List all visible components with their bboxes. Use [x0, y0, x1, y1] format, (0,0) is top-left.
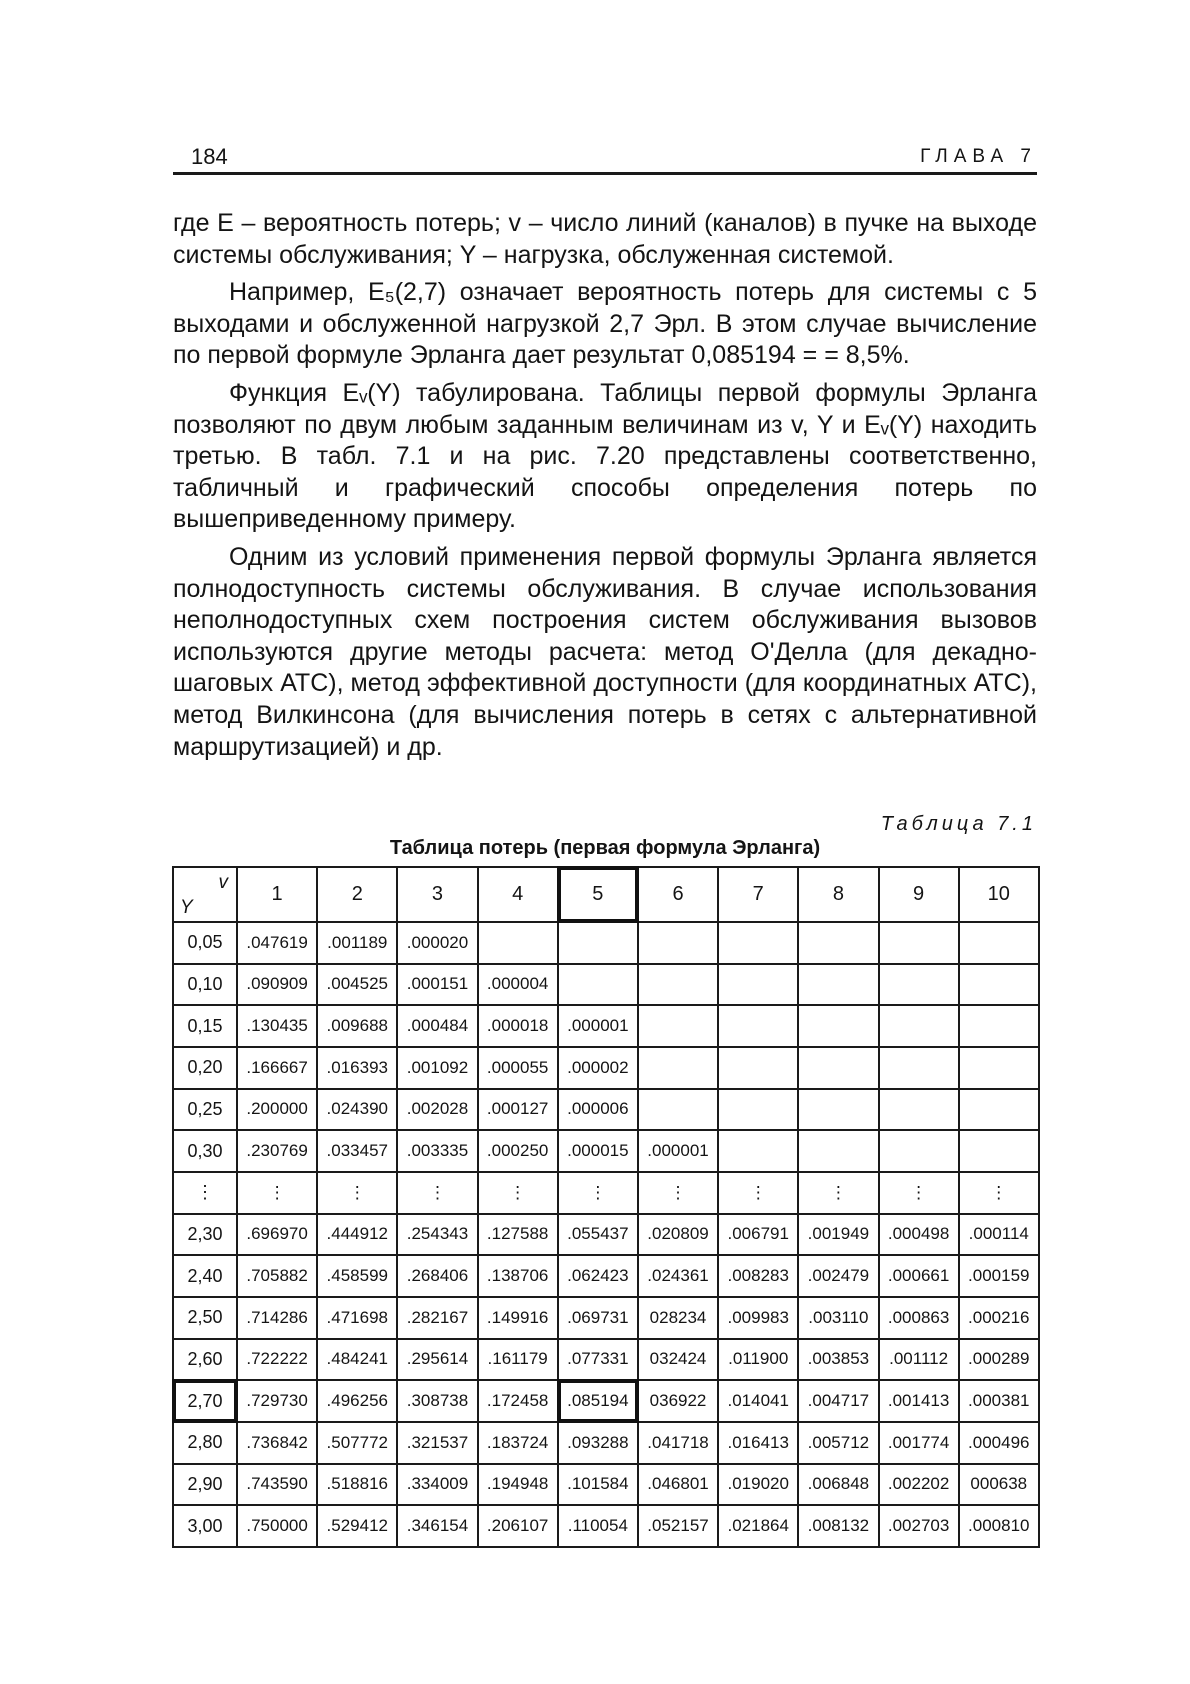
- table-cell: .101584: [558, 1464, 638, 1506]
- table-cell: 000638: [959, 1464, 1039, 1506]
- table-cell: .046801: [638, 1464, 718, 1506]
- table-cell: .110054: [558, 1505, 638, 1547]
- table-cell: .062423: [558, 1255, 638, 1297]
- table-cell: .736842: [237, 1422, 317, 1464]
- table-cell: .005712: [798, 1422, 878, 1464]
- row-header-y: 2,70: [173, 1380, 237, 1422]
- paragraph: Одним из условий применения первой формулы Эрланга является полнодоступность системы обслуживания. В случае использования неполнодоступных схем построения систем обслуживания вызовов используются другие методы расчета: метод О'Делла (для декадно-шаговых АТС), метод эффективной доступности (для координатных АТС), метод Вилкинсона (для вычисления потерь в сетях с альтернативной маршрутизацией) и др.: [173, 542, 1037, 761]
- row-header-y: 2,60: [173, 1339, 237, 1381]
- column-header: 8: [798, 867, 878, 922]
- table-cell: .009983: [718, 1297, 798, 1339]
- table-cell: .021864: [718, 1505, 798, 1547]
- table-cell: [718, 1089, 798, 1131]
- table-cell: .000863: [879, 1297, 959, 1339]
- table-cell: .003335: [397, 1130, 477, 1172]
- table-cell: [959, 922, 1039, 964]
- table-row: [173, 1297, 1039, 1339]
- table-row: [173, 1130, 1039, 1172]
- table-cell: .024390: [317, 1089, 397, 1131]
- table-cell: .743590: [237, 1464, 317, 1506]
- table-cell: .008132: [798, 1505, 878, 1547]
- column-header: 6: [638, 867, 718, 922]
- table-cell: .002028: [397, 1089, 477, 1131]
- table-cell: [718, 922, 798, 964]
- table-cell: ⋮: [558, 1172, 638, 1214]
- table-cell: .001112: [879, 1339, 959, 1381]
- table-cell: .149916: [478, 1297, 558, 1339]
- row-header-y: 0,20: [173, 1047, 237, 1089]
- table-cell: .000015: [558, 1130, 638, 1172]
- table-cell: .006791: [718, 1214, 798, 1256]
- table-cell: .001949: [798, 1214, 878, 1256]
- table-cell: .268406: [397, 1255, 477, 1297]
- table-cell: .000018: [478, 1005, 558, 1047]
- table-cell: ⋮: [798, 1172, 878, 1214]
- table-cell: [558, 964, 638, 1006]
- table-row: [173, 1255, 1039, 1297]
- table-cell: [959, 1130, 1039, 1172]
- table-cell: [718, 1130, 798, 1172]
- table-cell: .444912: [317, 1214, 397, 1256]
- table-cell: .000159: [959, 1255, 1039, 1297]
- table-cell: ⋮: [397, 1172, 477, 1214]
- table-cell: .714286: [237, 1297, 317, 1339]
- table-cell: .000127: [478, 1089, 558, 1131]
- row-header-y: 2,90: [173, 1464, 237, 1506]
- row-header-y: 0,25: [173, 1089, 237, 1131]
- table-cell: [798, 1047, 878, 1089]
- table-cell: 036922: [638, 1380, 718, 1422]
- table-cell: .003110: [798, 1297, 878, 1339]
- table-cell: .750000: [237, 1505, 317, 1547]
- table-cell: ⋮: [638, 1172, 718, 1214]
- table-cell: .696970: [237, 1214, 317, 1256]
- table-cell: .000004: [478, 964, 558, 1006]
- table-cell: .194948: [478, 1464, 558, 1506]
- table-cell: [638, 1047, 718, 1089]
- table-row: [173, 1005, 1039, 1047]
- table-cell: [558, 922, 638, 964]
- table-row: [173, 1214, 1039, 1256]
- table-title: Таблица потерь (первая формула Эрланга): [389, 837, 821, 859]
- table-cell: [959, 964, 1039, 1006]
- table-cell: .001774: [879, 1422, 959, 1464]
- table-cell: .000496: [959, 1422, 1039, 1464]
- table-cell: .016413: [718, 1422, 798, 1464]
- table-cell: .172458: [478, 1380, 558, 1422]
- table-cell: [879, 1047, 959, 1089]
- table-cell: .000114: [959, 1214, 1039, 1256]
- table-cell: .011900: [718, 1339, 798, 1381]
- table-cell: .002479: [798, 1255, 878, 1297]
- table-cell: .206107: [478, 1505, 558, 1547]
- table-cell: [718, 964, 798, 1006]
- row-header-y: 0,10: [173, 964, 237, 1006]
- column-header: 9: [879, 867, 959, 922]
- table-cell: .130435: [237, 1005, 317, 1047]
- table-cell: [879, 1130, 959, 1172]
- table-cell: .001189: [317, 922, 397, 964]
- row-header-y: 2,30: [173, 1214, 237, 1256]
- row-header-y: ⋮: [173, 1172, 237, 1214]
- table-cell: .000381: [959, 1380, 1039, 1422]
- table-cell: .004717: [798, 1380, 878, 1422]
- table-cell: 028234: [638, 1297, 718, 1339]
- table-cell: .008283: [718, 1255, 798, 1297]
- table-cell: [798, 964, 878, 1006]
- column-header: 1: [237, 867, 317, 922]
- table-cell: [879, 1005, 959, 1047]
- table-row: [173, 1380, 1039, 1422]
- table-cell: [959, 1005, 1039, 1047]
- table-row: [173, 964, 1039, 1006]
- paragraph: Функция Eᵥ(Y) табулирована. Таблицы первой формулы Эрланга позволяют по двум любым заданным величинам из v, Y и Eᵥ(Y) находить третью. В табл. 7.1 и на рис. 7.20 представлены соответственно, табличный и графический способы определения потерь по вышеприведенному примеру.: [173, 378, 1037, 534]
- table-cell: .282167: [397, 1297, 477, 1339]
- column-header: 5: [558, 867, 638, 922]
- table-cell: [959, 1089, 1039, 1131]
- table-cell: .321537: [397, 1422, 477, 1464]
- table-row: [173, 1089, 1039, 1131]
- table-cell: .000001: [558, 1005, 638, 1047]
- erlang-loss-table: [172, 866, 1040, 1548]
- table-cell: .090909: [237, 964, 317, 1006]
- table-cell: .200000: [237, 1089, 317, 1131]
- paragraph: где E – вероятность потерь; v – число линий (каналов) в пучке на выходе системы обслуживания; Y – нагрузка, обслуженная системой.: [173, 209, 1037, 269]
- table-cell: .000216: [959, 1297, 1039, 1339]
- row-header-y: 2,50: [173, 1297, 237, 1339]
- table-cell: .507772: [317, 1422, 397, 1464]
- table-cell: 032424: [638, 1339, 718, 1381]
- table-cell: .230769: [237, 1130, 317, 1172]
- row-header-y: 0,05: [173, 922, 237, 964]
- table-cell: .003853: [798, 1339, 878, 1381]
- table-header-row: [173, 867, 1039, 922]
- table-cell: .138706: [478, 1255, 558, 1297]
- table-cell: .047619: [237, 922, 317, 964]
- table-cell: .001413: [879, 1380, 959, 1422]
- table-cell: .085194: [558, 1380, 638, 1422]
- table-row: [173, 1172, 1039, 1214]
- table-cell: ⋮: [317, 1172, 397, 1214]
- table-cell: ⋮: [959, 1172, 1039, 1214]
- table-cell: .093288: [558, 1422, 638, 1464]
- table-cell: [798, 1089, 878, 1131]
- table-cell: .014041: [718, 1380, 798, 1422]
- chapter-title: ГЛАВА 7: [920, 146, 1037, 167]
- table-cell: .729730: [237, 1380, 317, 1422]
- table-cell: ⋮: [478, 1172, 558, 1214]
- table-row: [173, 1505, 1039, 1547]
- row-header-y: 0,30: [173, 1130, 237, 1172]
- row-header-y: 3,00: [173, 1505, 237, 1547]
- table-cell: [798, 922, 878, 964]
- table-cell: [879, 922, 959, 964]
- table-cell: [638, 1005, 718, 1047]
- row-header-y: 0,15: [173, 1005, 237, 1047]
- corner-cell: [173, 867, 237, 922]
- table-row: [173, 1464, 1039, 1506]
- table-cell: .006848: [798, 1464, 878, 1506]
- table-cell: .000484: [397, 1005, 477, 1047]
- table-cell: [879, 964, 959, 1006]
- table-cell: .000020: [397, 922, 477, 964]
- table-cell: .334009: [397, 1464, 477, 1506]
- table-cell: ⋮: [237, 1172, 317, 1214]
- table-row: [173, 1422, 1039, 1464]
- table-cell: .518816: [317, 1464, 397, 1506]
- corner-y-label: Y: [180, 897, 193, 918]
- table-cell: .000661: [879, 1255, 959, 1297]
- table-cell: .069731: [558, 1297, 638, 1339]
- paragraph: Например, E₅(2,7) означает вероятность потерь для системы с 5 выходами и обслуженной нагрузкой 2,7 Эрл. В этом случае вычисление по первой формуле Эрланга дает результат 0,085194 = = 8,5%.: [173, 278, 1037, 370]
- table-cell: .077331: [558, 1339, 638, 1381]
- table-cell: .705882: [237, 1255, 317, 1297]
- table-cell: .000001: [638, 1130, 718, 1172]
- table-cell: ⋮: [879, 1172, 959, 1214]
- table-cell: .033457: [317, 1130, 397, 1172]
- table-cell: .002703: [879, 1505, 959, 1547]
- table-cell: [638, 1089, 718, 1131]
- table-cell: .308738: [397, 1380, 477, 1422]
- table-cell: .722222: [237, 1339, 317, 1381]
- table-cell: .000250: [478, 1130, 558, 1172]
- table-cell: .346154: [397, 1505, 477, 1547]
- table-cell: .004525: [317, 964, 397, 1006]
- table-cell: .529412: [317, 1505, 397, 1547]
- table-label: Таблица 7.1: [880, 813, 1037, 835]
- column-header: 2: [317, 867, 397, 922]
- table-cell: .458599: [317, 1255, 397, 1297]
- table-cell: .161179: [478, 1339, 558, 1381]
- column-header: 3: [397, 867, 477, 922]
- table-cell: .471698: [317, 1297, 397, 1339]
- table-cell: .295614: [397, 1339, 477, 1381]
- running-head: [173, 140, 1037, 175]
- table-cell: [879, 1089, 959, 1131]
- table-cell: .254343: [397, 1214, 477, 1256]
- table-cell: .020809: [638, 1214, 718, 1256]
- table-cell: .496256: [317, 1380, 397, 1422]
- table-cell: .127588: [478, 1214, 558, 1256]
- column-header: 10: [959, 867, 1039, 922]
- table-cell: [718, 1047, 798, 1089]
- table-cell: .000002: [558, 1047, 638, 1089]
- table-cell: [638, 922, 718, 964]
- column-header: 4: [478, 867, 558, 922]
- corner-v-label: v: [218, 872, 228, 893]
- table-cell: .055437: [558, 1214, 638, 1256]
- row-header-y: 2,80: [173, 1422, 237, 1464]
- table-cell: [638, 964, 718, 1006]
- table-cell: ⋮: [718, 1172, 798, 1214]
- table-cell: .000006: [558, 1089, 638, 1131]
- table-body: [173, 922, 1039, 1547]
- body-text: [173, 208, 1037, 769]
- row-header-y: 2,40: [173, 1255, 237, 1297]
- table-cell: .016393: [317, 1047, 397, 1089]
- table-cell: .000151: [397, 964, 477, 1006]
- table-cell: .183724: [478, 1422, 558, 1464]
- table-row: [173, 1047, 1039, 1089]
- table-cell: .041718: [638, 1422, 718, 1464]
- table-cell: .002202: [879, 1464, 959, 1506]
- table-cell: .019020: [718, 1464, 798, 1506]
- table-cell: [478, 922, 558, 964]
- table-cell: .000498: [879, 1214, 959, 1256]
- table-row: [173, 1339, 1039, 1381]
- table-cell: [718, 1005, 798, 1047]
- table-cell: .052157: [638, 1505, 718, 1547]
- page-number: 184: [191, 144, 228, 169]
- table-cell: .000810: [959, 1505, 1039, 1547]
- table-cell: .000289: [959, 1339, 1039, 1381]
- table-cell: .000055: [478, 1047, 558, 1089]
- table-cell: .001092: [397, 1047, 477, 1089]
- table-row: [173, 922, 1039, 964]
- column-header: 7: [718, 867, 798, 922]
- table-cell: .166667: [237, 1047, 317, 1089]
- table-cell: [798, 1130, 878, 1172]
- table-cell: .009688: [317, 1005, 397, 1047]
- table-cell: [959, 1047, 1039, 1089]
- table-cell: .024361: [638, 1255, 718, 1297]
- table-cell: .484241: [317, 1339, 397, 1381]
- table-cell: [798, 1005, 878, 1047]
